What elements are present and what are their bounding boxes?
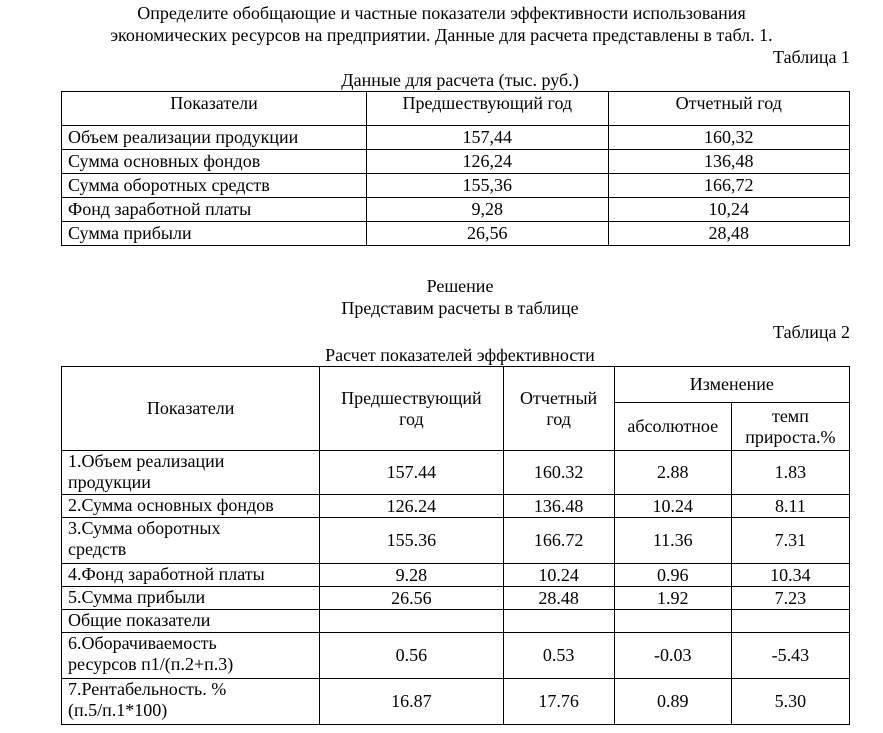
table2-cell: 5.30: [731, 679, 849, 725]
table2-cell: 160.32: [503, 451, 614, 495]
intro-line-2: экономических ресурсов на предприятии. Данные для расчета представлены в табл. 1.: [110, 25, 773, 45]
table2-row-label: 5.Сумма прибыли: [62, 587, 320, 610]
table1-row: [62, 174, 850, 198]
intro-line-1: Определите обобщающие и частные показатели эффективности использования: [137, 3, 746, 23]
table2-cell: 7.23: [731, 587, 849, 610]
table2-cell: 0.53: [503, 633, 614, 679]
table2-cell: [320, 610, 503, 633]
table1-caption: Данные для расчета (тыс. руб.): [341, 70, 579, 90]
table2-cell: 155.36: [320, 518, 503, 564]
table1-row: [62, 198, 850, 222]
table1-cell: Сумма основных фондов: [62, 150, 367, 174]
table1: [61, 91, 850, 246]
table2-header-growth: [731, 403, 849, 451]
table1-row: [62, 222, 850, 246]
table2-cell: 10.34: [731, 564, 849, 587]
table2-label-line: 1.Объем реализации: [68, 451, 225, 471]
table1-row: [62, 126, 850, 150]
table2-header-cur-year-line1: Отчетный: [520, 387, 598, 408]
table2-cell: 28.48: [503, 587, 614, 610]
table2-cell: 26.56: [320, 587, 503, 610]
table2-label-line: ресурсов п1/(п.2+п.3): [68, 654, 234, 674]
table1-cell: 136,48: [608, 150, 849, 174]
table2-cell: 126.24: [320, 495, 503, 518]
table2-cell: 1.83: [731, 451, 849, 495]
table2-cell: 10.24: [614, 495, 731, 518]
table1-cell: Объем реализации продукции: [62, 126, 367, 150]
table2-cell: 2.88: [614, 451, 731, 495]
table2-header-cur-year: [503, 367, 614, 451]
table2-cell: [731, 610, 849, 633]
table1-row: [62, 150, 850, 174]
table1-cell: Фонд заработной платы: [62, 198, 367, 222]
table1-cell: 157,44: [367, 126, 608, 150]
table2-row: [62, 679, 850, 725]
table2-row-label: [62, 518, 320, 564]
table2-cell: 16.87: [320, 679, 503, 725]
table1-number: Таблица 1: [773, 47, 850, 67]
table2-header-prev-year: [320, 367, 503, 451]
table2-general-row: [62, 610, 850, 633]
table2-cell: 8.11: [731, 495, 849, 518]
table1-cell: 160,32: [608, 126, 849, 150]
table2-header-indicator: Показатели: [62, 367, 320, 451]
table2-row-label: 2.Сумма основных фондов: [62, 495, 320, 518]
table1-cell: 9,28: [367, 198, 608, 222]
solution-title: Решение: [426, 276, 494, 296]
table2-caption: Расчет показателей эффективности: [325, 345, 595, 365]
table2-cell: [503, 610, 614, 633]
table2-cell: 0.96: [614, 564, 731, 587]
table2-row: [62, 518, 850, 564]
table2-cell: [614, 610, 731, 633]
table2-row: [62, 633, 850, 679]
table2-label-line: средств: [68, 539, 127, 559]
table2-cell: 10.24: [503, 564, 614, 587]
table2-number: Таблица 2: [773, 322, 850, 342]
table2-row: [62, 451, 850, 495]
table2-header-growth-line2: прироста.%: [745, 426, 836, 447]
table2-row-label: [62, 679, 320, 725]
table2-row: [62, 564, 850, 587]
table2-cell: 0.56: [320, 633, 503, 679]
table2-cell: 17.76: [503, 679, 614, 725]
table1-cell: 126,24: [367, 150, 608, 174]
table2-cell: -0.03: [614, 633, 731, 679]
table2-cell: 136.48: [503, 495, 614, 518]
table2-cell: 157.44: [320, 451, 503, 495]
table2-header-cur-year-line2: год: [546, 408, 571, 429]
table2-header-prev-year-line2: год: [399, 408, 424, 429]
table2-row-label: 4.Фонд заработной платы: [62, 564, 320, 587]
table2-header-change: Изменение: [614, 367, 849, 403]
table2-row-label: [62, 633, 320, 679]
table1-header-row: [62, 92, 850, 126]
table2-row: [62, 495, 850, 518]
table2-row-label: [62, 451, 320, 495]
table2-general-label: Общие показатели: [62, 610, 320, 633]
table2-label-line: продукции: [68, 472, 151, 492]
table1-cell: Сумма прибыли: [62, 222, 367, 246]
table1-cell: Сумма оборотных средств: [62, 174, 367, 198]
table1-header-prev-year: Предшествующий год: [367, 92, 608, 126]
table2-header-growth-line1: темп: [771, 405, 809, 426]
table2-cell: 7.31: [731, 518, 849, 564]
table2-cell: 0.89: [614, 679, 731, 725]
table1-header-indicator: Показатели: [62, 92, 367, 126]
table2-cell: 166.72: [503, 518, 614, 564]
table2-cell: 9.28: [320, 564, 503, 587]
table2-header-prev-year-line1: Предшествующий: [341, 387, 482, 408]
table2-label-line: 7.Рентабельность. %: [68, 679, 227, 699]
solution-subtitle: Представим расчеты в таблице: [341, 298, 579, 318]
table1-cell: 28,48: [608, 222, 849, 246]
table2-cell: 11.36: [614, 518, 731, 564]
table2-cell: -5.43: [731, 633, 849, 679]
table2-label-line: 3.Сумма оборотных: [68, 518, 221, 538]
table1-cell: 26,56: [367, 222, 608, 246]
table2-cell: 1.92: [614, 587, 731, 610]
table2-row: [62, 587, 850, 610]
table2: [61, 366, 850, 725]
table1-cell: 166,72: [608, 174, 849, 198]
table2-header-absolute: абсолютное: [614, 403, 731, 451]
table2-label-line: 6.Оборачиваемость: [68, 633, 217, 653]
table1-cell: 155,36: [367, 174, 608, 198]
table1-cell: 10,24: [608, 198, 849, 222]
table2-label-line: (п.5/п.1*100): [68, 700, 168, 720]
table2-header-row: [62, 367, 850, 403]
table1-header-cur-year: Отчетный год: [608, 92, 849, 126]
